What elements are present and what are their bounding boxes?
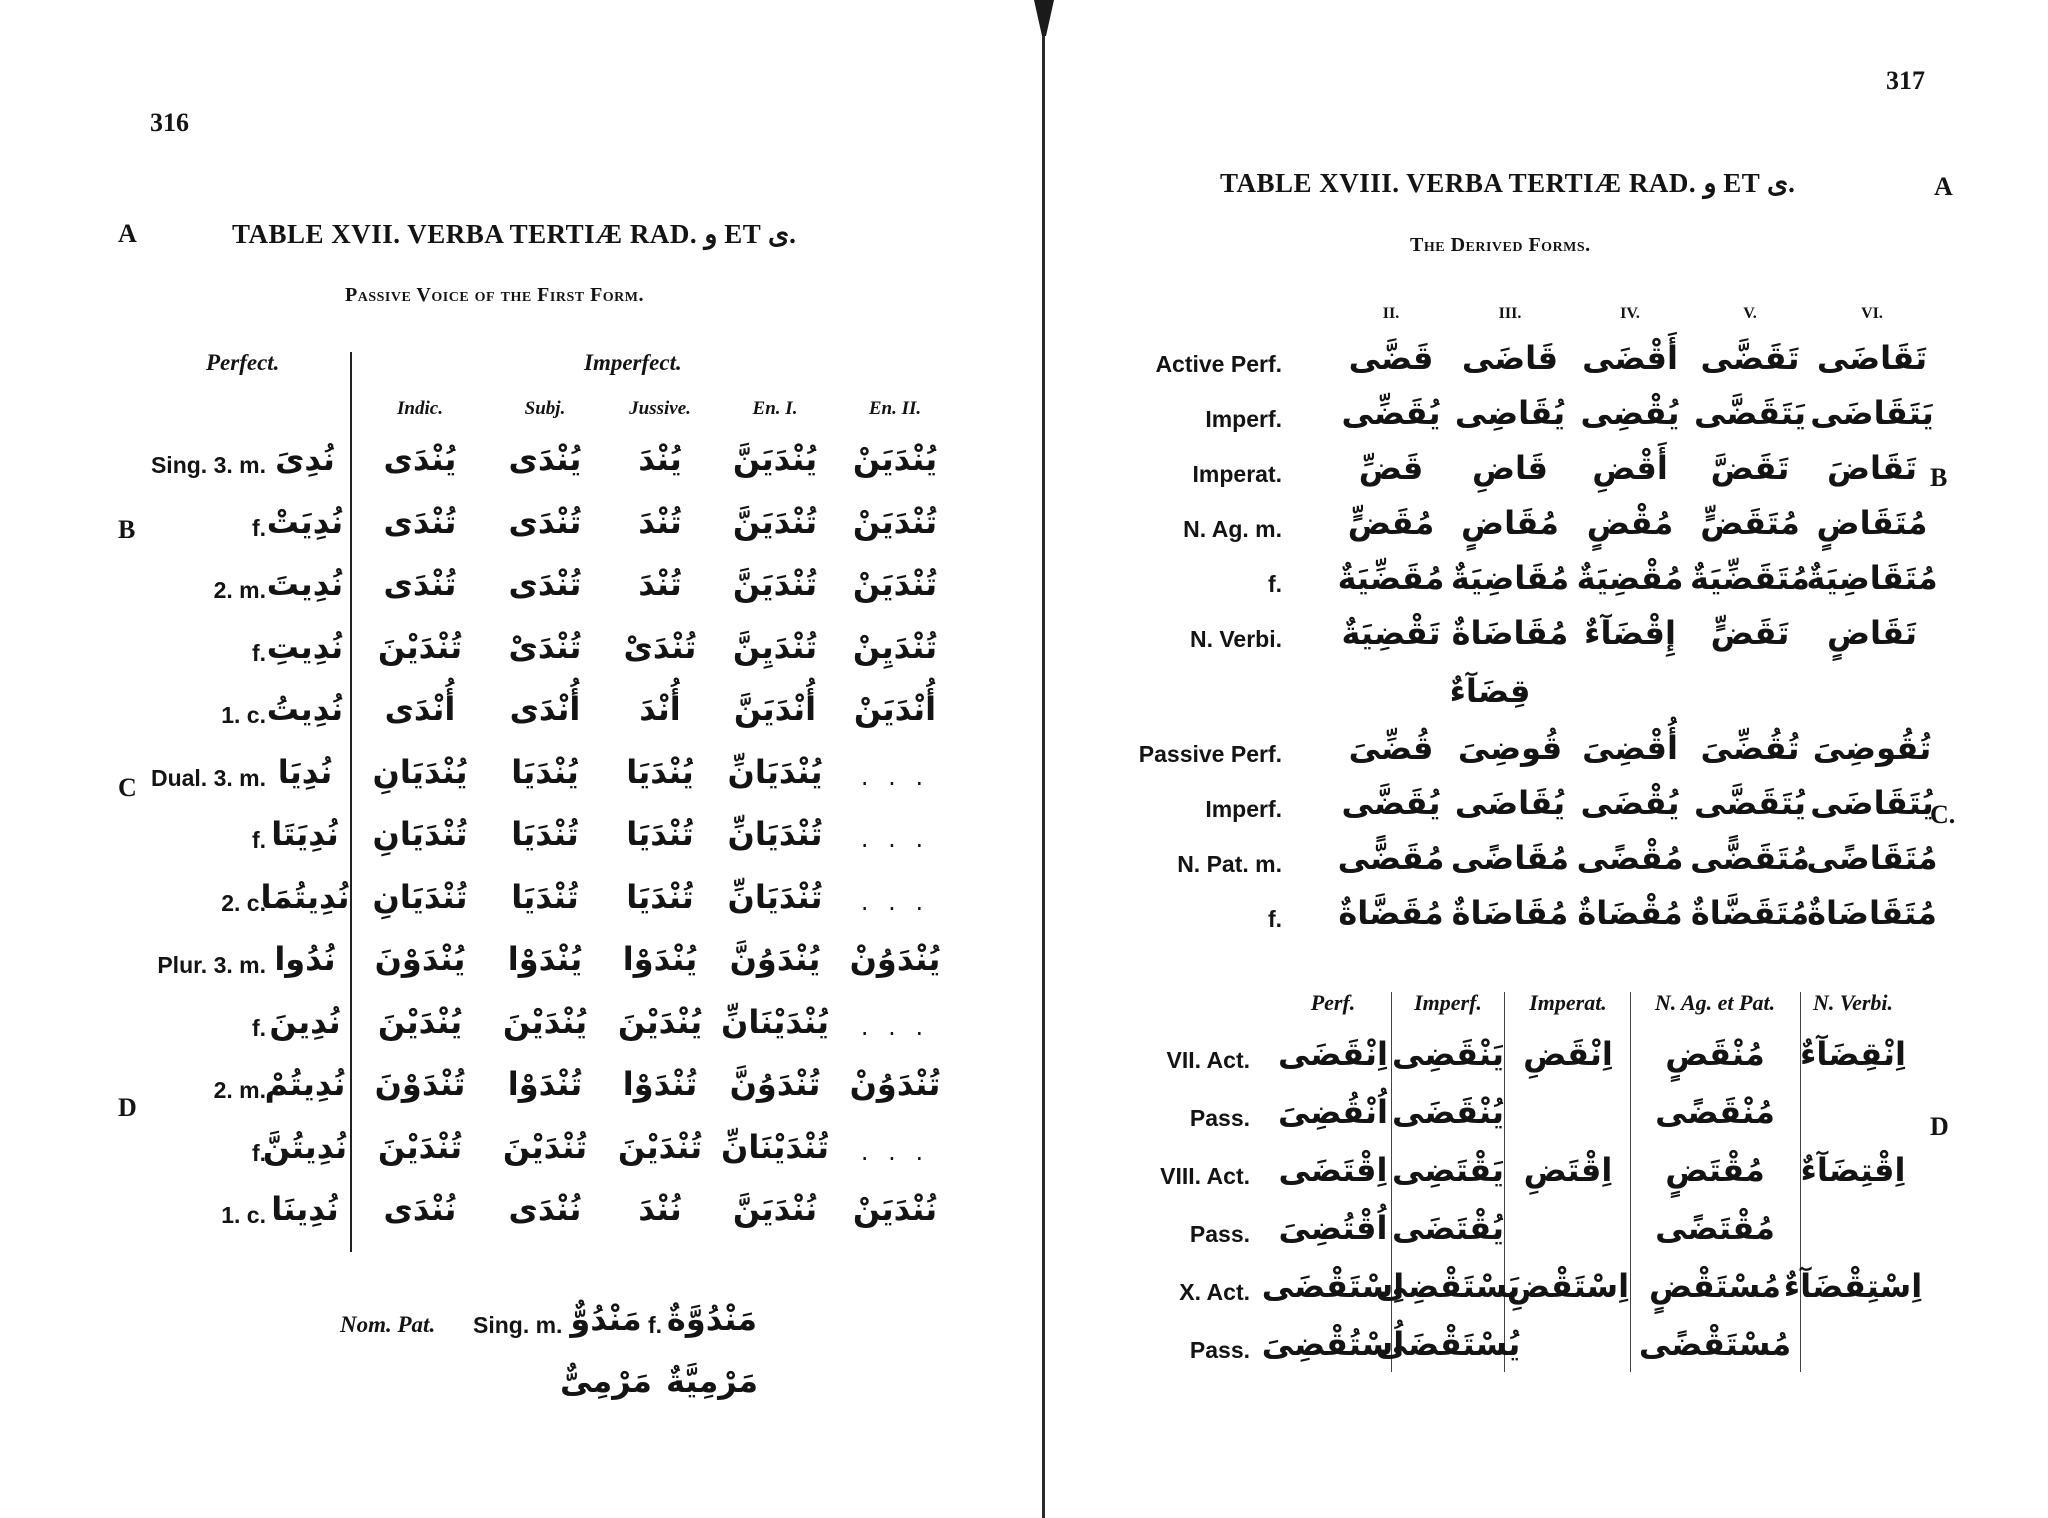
imperfect-form: تُنْدَوْنَ (374, 1065, 466, 1103)
imperfect-form: نُنْدَيَنْ (852, 1190, 938, 1228)
imperfect-form: تُنْدَيْنَ (377, 1127, 463, 1166)
form-header: III. (1498, 305, 1522, 322)
row-label: Passive Perf. (1138, 741, 1282, 767)
passive-form: يُتَقَاضَى (1810, 784, 1934, 822)
derived-form: اِسْتَقْضِ (1506, 1267, 1630, 1305)
passive-form: يُتَقَضَّى (1693, 784, 1807, 822)
passive-form: مُقْضَاةٌ (1577, 894, 1683, 932)
passive-form: مُتَقَضًّى (1690, 839, 1810, 877)
imperfect-form: تُنْدَيْنَ (617, 1127, 703, 1166)
imperfect-form: يُنْدَ (638, 440, 682, 478)
row-label: Sing. 3. m. (150, 452, 266, 478)
derived-form: مُنْقَضٍ (1665, 1035, 1765, 1073)
passive-form: تُقُضِّىَ (1700, 729, 1800, 767)
imperfect-form: تُنْدَيْنَانِّ (721, 1127, 829, 1166)
imperfect-form: تُنْدَوُنْ (849, 1065, 941, 1103)
table-subtitle: The Derived Forms. (1410, 234, 1591, 256)
empty-cell: . . . (860, 1012, 930, 1041)
imperfect-form: تُنْدَى (508, 502, 582, 541)
imperfect-form: تُنْدَيَا (626, 815, 694, 853)
book-gutter (1042, 0, 1045, 1518)
active-form: مُقَاضٍ (1461, 504, 1559, 542)
passive-form: قُوضِىَ (1457, 729, 1563, 767)
margin-letter-a: A (1934, 172, 1953, 201)
imperfect-form: يُنْدَيَانِّ (727, 752, 823, 791)
imperfect-form: يُنْدَيْنَانِّ (721, 1002, 829, 1041)
margin-letter-b: B (118, 515, 136, 544)
margin-letter-c: C. (1930, 800, 1956, 829)
nom-pat-m: مَنْدُوٌّ (570, 1300, 642, 1338)
active-form: يَتَقَاضَى (1810, 394, 1934, 432)
derived-form: اِنْقَضِ (1523, 1035, 1613, 1073)
column-header: En. II. (868, 398, 922, 419)
active-form: إِقْضَآءٌ (1584, 614, 1676, 652)
derived-form: اِنْقَضَى (1278, 1035, 1388, 1073)
imperfect-form: تُنْدَيَنَّ (732, 502, 818, 541)
derived-form: مُقْتَضٍ (1665, 1151, 1765, 1189)
passive-form: يُقَضَّى (1341, 784, 1441, 822)
margin-letter-d: D (1930, 1112, 1949, 1141)
extra-form-2: مَرْمِيَّةٌ (666, 1362, 758, 1400)
active-form: مُقَضٍّ (1347, 504, 1435, 542)
imperfect-form: تُنْدَوُنَّ (729, 1065, 821, 1103)
row-label: Pass. (1189, 1337, 1250, 1363)
imperfect-form: يُنْدَيَا (626, 752, 694, 791)
row-label: f. (251, 1139, 266, 1166)
imperfect-form: تُنْدَوْا (507, 1065, 583, 1103)
active-form: قَضَّى (1348, 339, 1434, 377)
perfect-form: نُدِيتِ (266, 627, 344, 666)
derived-form: مُنْقَضًى (1655, 1093, 1775, 1131)
imperfect-form: يُنْدَيْنَ (502, 1002, 588, 1041)
row-label: 2. m. (213, 1077, 266, 1103)
row-label: N. Pat. m. (1177, 851, 1282, 877)
derived-form: مُقْتَضًى (1655, 1209, 1775, 1247)
active-form: مُقْضِيَةٌ (1576, 559, 1684, 597)
row-label: 2. c. (221, 889, 266, 916)
nom-pat-f: مَنْدُوَّةٌ (666, 1300, 758, 1338)
imperfect-form: يُنْدَيْنَ (377, 1002, 463, 1041)
row-label: 2. m. (213, 577, 266, 603)
passive-form: تُقُوضِىَ (1812, 729, 1932, 767)
form-header: IV. (1620, 305, 1640, 322)
column-header: En. I. (752, 398, 798, 419)
imperfect-form: تُنْدَ (638, 502, 682, 541)
active-form: يُقَضِّى (1341, 394, 1441, 432)
imperfect-form: يُنْدَوْنَ (374, 940, 466, 978)
derived-form: يُسْتَقْضَى (1375, 1325, 1521, 1363)
column-header: Imperf. (1414, 990, 1482, 1015)
f-label: f. (648, 1312, 663, 1338)
row-label: Imperf. (1205, 796, 1282, 822)
imperfect-form: تُنْدَيْنَ (502, 1127, 588, 1166)
page-number: 316 (150, 108, 189, 137)
imperfect-form: تُنْدَى (508, 565, 582, 603)
active-form: يُقَاضِى (1454, 394, 1566, 432)
perfect-form: نُدِيَتَا (271, 815, 339, 853)
derived-form: يَقْتَضِى (1391, 1151, 1505, 1189)
perfect-form: نُدُوا (274, 940, 336, 978)
active-form: يُقْضِى (1580, 394, 1680, 432)
margin-letter-b: B (1930, 463, 1948, 492)
active-form: تَقَاضَى (1816, 339, 1928, 377)
row-label: Active Perf. (1155, 351, 1282, 377)
passive-form: مُقَاضًى (1450, 839, 1570, 877)
row-label: 1. c. (221, 702, 266, 728)
passive-form: مُقَضَّاةٌ (1338, 894, 1444, 932)
imperfect-form: أُنْدَى (384, 690, 456, 728)
row-label: f. (251, 1014, 266, 1041)
passive-form: مُقْضًى (1576, 839, 1684, 877)
imperfect-form: تُنْدَيَانِّ (727, 815, 823, 853)
empty-cell: . . . (860, 887, 930, 916)
perfect-form: نُدِيتُمَا (260, 877, 350, 916)
imperfect-form: تُنْدَيَا (511, 877, 579, 916)
row-label: f. (251, 514, 266, 541)
row-label: Pass. (1189, 1221, 1250, 1247)
imperfect-form: تُنْدَيِنْ (852, 627, 938, 666)
passive-form: قُضِّىَ (1348, 729, 1434, 767)
row-label: Dual. 3. m. (150, 764, 266, 791)
imperfect-form: يُنْدَيَا (511, 752, 579, 791)
imperfect-form: نُنْدَى (508, 1190, 582, 1228)
passive-form: أُقْضِىَ (1582, 729, 1678, 767)
active-form: مُقَاضَاةٌ (1451, 614, 1569, 652)
imperfect-form: تُنْدَيَنْ (852, 502, 938, 541)
form-header: II. (1382, 305, 1400, 322)
perfect-form: نُدِيتُنَّ (262, 1127, 348, 1166)
column-header: N. Ag. et Pat. (1654, 990, 1776, 1015)
imperfect-form: أُنْدَى (509, 690, 581, 728)
perfect-form: نُدِينَ (269, 1002, 341, 1041)
imperfect-form: تُنْدَى (383, 502, 457, 541)
derived-form: يُقْتَضَى (1391, 1209, 1505, 1247)
row-label: Plur. 3. m. (157, 952, 266, 978)
col-divider-3 (1630, 992, 1631, 1372)
row-label: VIII. Act. (1160, 1163, 1250, 1189)
margin-letter-a: A (118, 219, 137, 248)
imperfect-form: أُنْدَ (639, 690, 681, 728)
active-form: قَاضَى (1461, 339, 1559, 377)
imperfect-form: تُنْدَيِنَّ (732, 627, 818, 666)
row-label: Imperf. (1205, 406, 1282, 432)
perfect-form: نُدِيتُ (266, 690, 344, 728)
imperfect-form: يُنْدَى (383, 440, 457, 478)
row-label: Imperat. (1192, 461, 1282, 487)
active-form: مُتَقَضِّيَةٌ (1690, 559, 1810, 597)
row-label: 1. c. (221, 1202, 266, 1228)
row-label: N. Ag. m. (1183, 516, 1282, 542)
page-number: 317 (1886, 66, 1925, 95)
row-label: f. (251, 639, 266, 666)
active-form: أَقْضِ (1592, 449, 1668, 487)
column-header: Subj. (524, 398, 566, 419)
imperfect-form: تُنْدَيَنْ (852, 565, 938, 603)
passive-form: مُتَقَاضًى (1806, 839, 1938, 877)
imperfect-form: تُنْدَيَنَّ (732, 565, 818, 603)
imperfect-form: يُنْدَوْا (622, 940, 698, 978)
imperfect-form: نُنْدَيَنَّ (732, 1190, 818, 1228)
table-subtitle: Passive Voice of the First Form. (345, 284, 645, 306)
table-divider (350, 352, 352, 1252)
column-header: Indic. (397, 398, 443, 419)
active-form: تَقْضِيَةٌ (1341, 614, 1441, 652)
table-title: TABLE XVIII. VERBA TERTIÆ RAD. و ET ى. (1220, 168, 1795, 198)
imperfect-form: تُنْدَيَا (626, 877, 694, 916)
column-header: Imperat. (1529, 990, 1607, 1015)
imperfect-form: يُنْدَى (508, 440, 582, 478)
derived-form: اِنْقِضَآءٌ (1800, 1035, 1906, 1073)
derived-form: يُنْقَضَى (1391, 1093, 1505, 1131)
active-form: مُقْضٍ (1586, 504, 1674, 542)
perfect-form: نُدِىَ (275, 440, 335, 478)
extra-form-1: مَرْمِىٌّ (560, 1362, 652, 1400)
column-header: N. Verbi. (1812, 990, 1894, 1015)
row-label: VII. Act. (1166, 1047, 1250, 1073)
derived-form: اُنْقُضِىَ (1278, 1093, 1388, 1131)
imperfect-form: نُنْدَ (638, 1190, 682, 1228)
perfect-form: نُدِينَا (271, 1190, 339, 1228)
imperfect-form: تُنْدَى (383, 565, 457, 603)
passive-form: يُقَاضَى (1454, 784, 1566, 822)
imperfect-form: يُنْدَوُنَّ (729, 940, 821, 978)
row-label: f. (1267, 571, 1282, 597)
imperfect-form: تُنْدَيْنَ (377, 627, 463, 666)
derived-form: اُقْتُضِىَ (1278, 1209, 1388, 1247)
row-label: X. Act. (1179, 1279, 1250, 1305)
form-header: V. (1743, 305, 1757, 322)
imperfect-form: تُنْدَ (638, 565, 682, 603)
imperfect-form: تُنْدَيَانِ (372, 815, 468, 853)
active-form: مُتَقَاضِيَةٌ (1806, 559, 1938, 597)
active-form: قَضِّ (1358, 449, 1424, 487)
perfect-form: نُدِيتَ (266, 565, 344, 603)
passive-form: مُتَقَاضَاةٌ (1807, 894, 1937, 932)
imperfect-form: يُنْدَوْا (507, 940, 583, 978)
imperfect-form: يُنْدَيَنَّ (732, 440, 818, 478)
derived-form: اِسْتَقْضَى (1261, 1267, 1405, 1305)
form-header: VI. (1861, 305, 1883, 322)
column-header: Perf. (1310, 990, 1356, 1015)
derived-form: مُسْتَقْضٍ (1648, 1267, 1782, 1305)
empty-cell: . . . (860, 825, 930, 853)
imperfect-form: تُنْدَيَا (511, 815, 579, 853)
row-label: Pass. (1189, 1105, 1250, 1131)
active-form: قَاضِ (1471, 449, 1549, 487)
row-label: f. (251, 827, 266, 853)
active-form: مُتَقَضٍّ (1700, 504, 1800, 542)
header-perfect: Perfect. (206, 350, 280, 375)
derived-form: اِقْتَضِ (1523, 1151, 1613, 1189)
margin-letter-c: C (118, 773, 137, 802)
extra-form: قِضَآءٌ (1449, 672, 1531, 710)
derived-form: مُسْتَقْضًى (1638, 1325, 1792, 1363)
nom-pat-label: Nom. Pat. (340, 1312, 436, 1337)
passive-form: مُتَقَضَّاةٌ (1690, 894, 1810, 932)
imperfect-form: تُنْدَيَانِ (372, 877, 468, 916)
sing-m-label: Sing. m. (473, 1312, 563, 1338)
table-title: TABLE XVII. VERBA TERTIÆ RAD. و ET ى. (232, 219, 796, 249)
empty-cell: . . . (860, 1137, 930, 1166)
passive-form: يُقْضَى (1580, 784, 1680, 822)
imperfect-form: تُنْدَىْ (623, 627, 697, 666)
active-form: مُقَضِّيَةٌ (1337, 559, 1445, 597)
active-form: أَقْضَى (1582, 339, 1678, 377)
derived-form: اُسْتُقْضِىَ (1261, 1325, 1405, 1363)
imperfect-form: يُنْدَوُنْ (849, 940, 941, 978)
perfect-form: نُدِيتُمْ (264, 1065, 346, 1103)
derived-form: يَنْقَضِى (1391, 1035, 1505, 1073)
active-form: تَقَضَّ (1710, 449, 1790, 487)
imperfect-form: يُنْدَيَانِ (372, 752, 468, 791)
active-form: تَقَضٍّ (1710, 614, 1790, 652)
perfect-form: نُدِيَا (277, 752, 333, 791)
imperfect-form: تُنْدَىْ (508, 627, 582, 666)
imperfect-form: تُنْدَيَانِّ (727, 877, 823, 916)
column-header: Jussive. (629, 398, 691, 419)
passive-form: مُقَضًّى (1337, 839, 1445, 877)
header-imperfect: Imperfect. (584, 350, 682, 375)
imperfect-form: يُنْدَيَنْ (852, 440, 938, 478)
imperfect-form: أُنْدَيَنَّ (733, 690, 817, 728)
active-form: تَقَاضٍ (1826, 614, 1918, 652)
empty-cell: . . . (860, 762, 930, 791)
imperfect-form: يُنْدَيْنَ (617, 1002, 703, 1041)
imperfect-form: تُنْدَوْا (622, 1065, 698, 1103)
imperfect-form: نُنْدَى (383, 1190, 457, 1228)
active-form: تَقَضَّى (1700, 339, 1800, 377)
passive-form: مُقَاضَاةٌ (1451, 894, 1569, 932)
active-form: يَتَقَضَّى (1693, 394, 1807, 432)
row-label: f. (1267, 906, 1282, 932)
derived-form: اِسْتِقْضَآءٌ (1783, 1267, 1923, 1305)
derived-form: اِقْتِضَآءٌ (1800, 1151, 1906, 1189)
active-form: مُقَاضِيَةٌ (1450, 559, 1570, 597)
page-317 (1050, 0, 2048, 1518)
imperfect-form: أُنْدَيَنْ (853, 690, 937, 728)
active-form: مُتَقَاضٍ (1816, 504, 1928, 542)
margin-letter-d: D (118, 1093, 137, 1122)
perfect-form: نُدِيَتْ (266, 502, 344, 541)
active-form: تَقَاضَ (1826, 449, 1918, 487)
col-divider-2 (1504, 992, 1505, 1372)
derived-form: اِقْتَضَى (1278, 1151, 1388, 1189)
row-label: N. Verbi. (1189, 626, 1282, 652)
derived-form: يَسْتَقْضِى (1375, 1267, 1521, 1305)
